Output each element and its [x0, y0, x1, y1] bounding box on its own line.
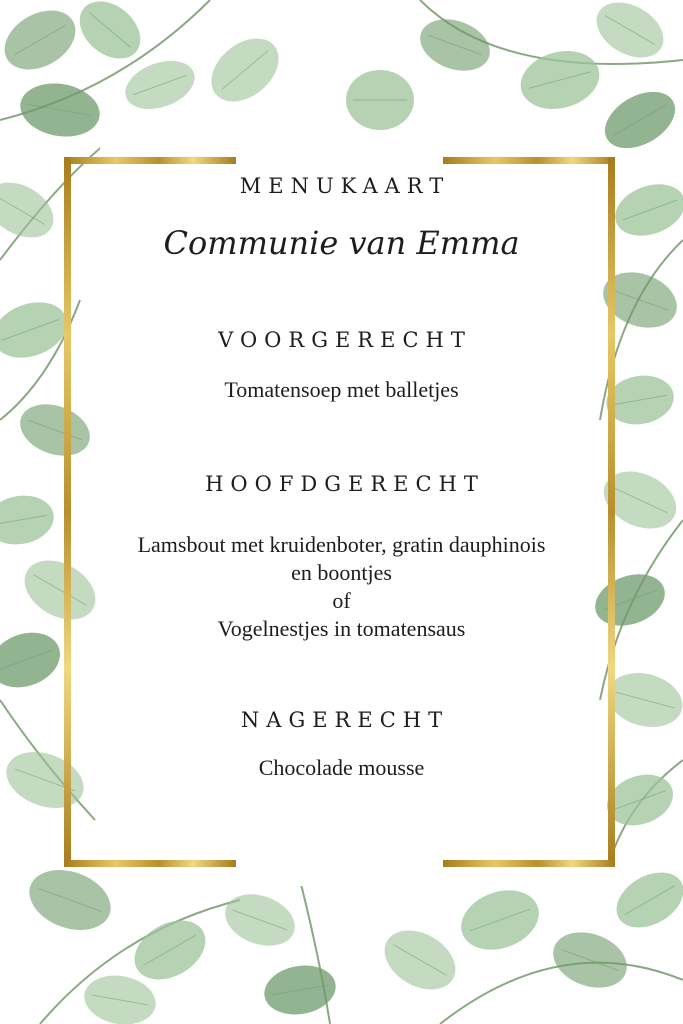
- gold-frame-bottom-right: [443, 860, 615, 867]
- eucalyptus-leaf: [607, 861, 683, 939]
- section-heading-nagerecht: NAGERECHT: [240, 708, 450, 732]
- gold-frame-top-left: [64, 157, 236, 164]
- eucalyptus-leaf: [80, 970, 159, 1024]
- leaf-stem: [440, 963, 683, 1024]
- dish-nagerecht: Chocolade mousse: [258, 755, 425, 780]
- gold-frame-top-right: [443, 157, 615, 164]
- dish-hoofdgerecht-line-1: Lamsbout met kruidenboter, gratin dauphinois: [137, 532, 546, 557]
- section-heading-hoofdgerecht: HOOFDGERECHT: [205, 472, 485, 496]
- eucalyptus-leaf: [587, 0, 673, 69]
- dish-hoofdgerecht-line-3: Vogelnestjes in tomatensaus: [217, 616, 466, 641]
- menu-title: MENUKAART: [239, 174, 451, 198]
- dish-hoofdgerecht-or: of: [332, 588, 351, 613]
- menu-subtitle: Communie van Emma: [163, 224, 520, 262]
- dish-voorgerecht: Tomatensoep met balletjes: [224, 377, 459, 402]
- eucalyptus-leaf: [0, 0, 86, 82]
- section-heading-voorgerecht: VOORGERECHT: [218, 328, 472, 352]
- gold-frame-bottom-left: [64, 860, 236, 867]
- dish-hoofdgerecht-line-2: en boontjes: [291, 560, 392, 585]
